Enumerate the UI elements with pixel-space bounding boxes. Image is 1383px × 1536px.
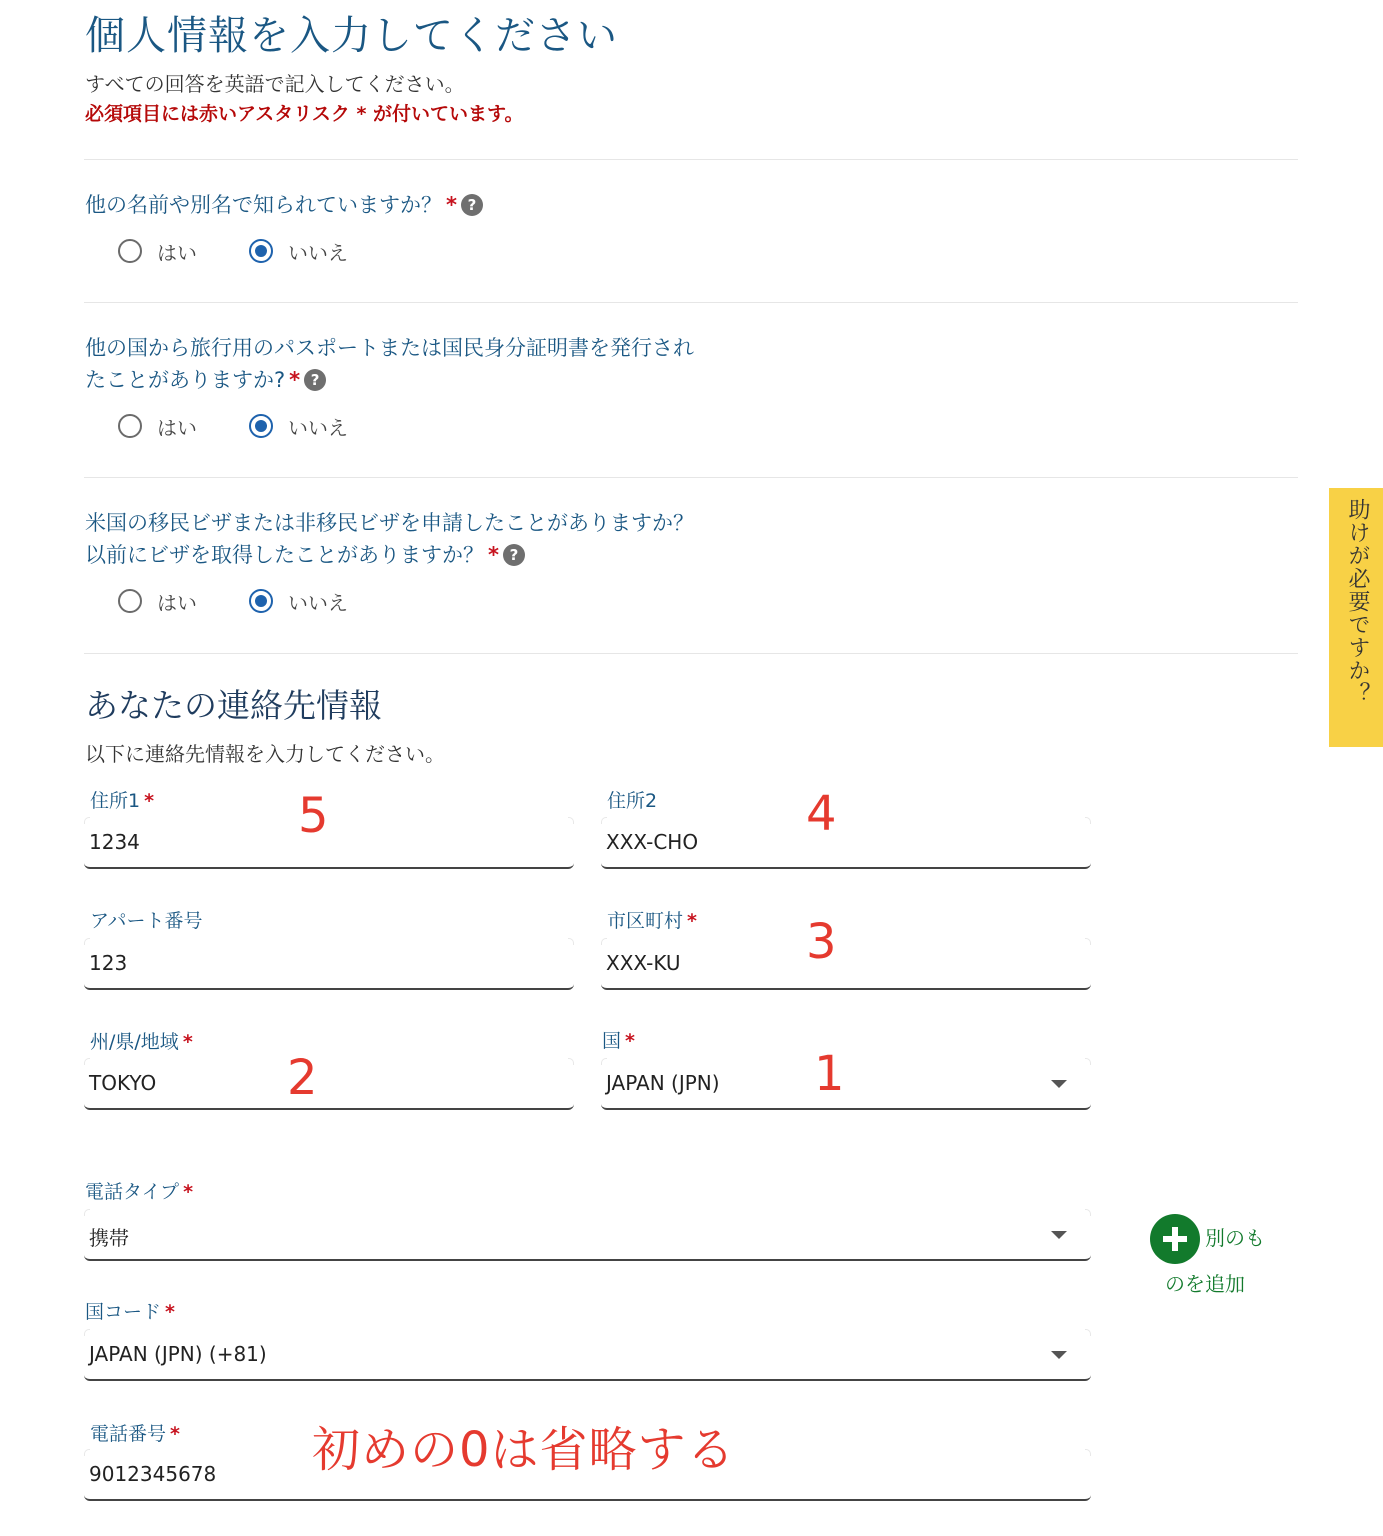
phone-number-value: 9012345678 xyxy=(89,1462,217,1486)
add-another-button[interactable] xyxy=(1150,1214,1290,1304)
plus-circle-icon[interactable] xyxy=(1150,1214,1200,1264)
question-text: 以前にビザを取得したことがありますか？ xyxy=(85,543,484,567)
city-input[interactable] xyxy=(601,938,1091,990)
radio-group-visa-applied xyxy=(118,586,400,616)
apartment-input[interactable] xyxy=(84,938,574,990)
field-label-text: 住所2 xyxy=(607,790,658,812)
question-text: 他の名前や別名で知られていますか？ xyxy=(85,193,442,217)
radio-group-other-passport xyxy=(118,411,400,441)
state-input[interactable] xyxy=(84,1058,574,1110)
question-other-names xyxy=(85,189,483,221)
radio-button-no[interactable] xyxy=(249,589,273,613)
radio-button-no[interactable] xyxy=(249,239,273,263)
annotation-number-2: 2 xyxy=(287,1050,318,1106)
add-another-label-line2[interactable]: のを追加 xyxy=(1165,1272,1245,1296)
field-label-text: 電話タイプ xyxy=(85,1181,180,1203)
contact-section-subtitle: 以下に連絡先情報を入力してください。 xyxy=(85,742,445,766)
annotation-number-5: 5 xyxy=(298,788,329,844)
required-field-note: 必須項目には赤いアスタリスク * が付いています。 xyxy=(85,103,524,125)
question-text: たことがありますか? xyxy=(85,368,286,392)
help-tab-label[interactable]: 助けが必要ですか？ xyxy=(1345,498,1370,705)
radio-no-option[interactable] xyxy=(249,412,348,441)
apartment-value: 123 xyxy=(89,951,128,975)
field-label-text: 電話番号 xyxy=(90,1423,167,1445)
help-icon[interactable]: ? xyxy=(304,369,326,391)
field-label-text: 国 xyxy=(602,1030,622,1052)
radio-yes-option[interactable] xyxy=(118,237,197,266)
caret-down-icon xyxy=(1051,1080,1067,1088)
city-value: XXX-KU xyxy=(606,951,681,975)
country-code-value: JAPAN (JPN) (+81) xyxy=(89,1342,267,1366)
divider xyxy=(84,159,1298,160)
country-code-select[interactable] xyxy=(84,1329,1091,1381)
radio-group-other-names xyxy=(118,236,400,266)
state-value: TOKYO xyxy=(89,1071,157,1095)
question-other-passport-line1: 他の国から旅行用のパスポートまたは国民身分証明書を発行され xyxy=(85,336,694,360)
field-label-text: 国コード xyxy=(85,1301,162,1323)
radio-label-no: いいえ xyxy=(288,240,348,265)
annotation-number-3: 3 xyxy=(806,914,837,970)
radio-button-yes[interactable] xyxy=(118,589,142,613)
annotation-number-1: 1 xyxy=(814,1046,845,1102)
country-value: JAPAN (JPN) xyxy=(606,1071,720,1095)
caret-down-icon xyxy=(1051,1231,1067,1239)
field-label-text: 住所1 xyxy=(90,790,141,812)
contact-section-title: あなたの連絡先情報 xyxy=(85,686,382,725)
radio-label-yes: はい xyxy=(157,415,197,440)
required-asterisk: * xyxy=(170,1423,180,1445)
required-asterisk: * xyxy=(488,543,499,567)
radio-no-option[interactable] xyxy=(249,237,348,266)
radio-button-yes[interactable] xyxy=(118,414,142,438)
required-asterisk: * xyxy=(165,1301,175,1323)
required-asterisk: * xyxy=(182,1031,193,1053)
annotation-number-4: 4 xyxy=(806,786,837,842)
address1-input[interactable] xyxy=(84,817,574,869)
radio-label-yes: はい xyxy=(157,590,197,615)
country-select[interactable] xyxy=(601,1058,1091,1110)
question-other-passport-line2 xyxy=(85,364,326,396)
question-visa-applied-line1: 米国の移民ビザまたは非移民ビザを申請したことがありますか？ xyxy=(85,511,694,535)
required-asterisk: * xyxy=(446,193,457,217)
required-asterisk: * xyxy=(687,910,697,932)
required-asterisk: * xyxy=(183,1181,193,1203)
field-label-text: アパート番号 xyxy=(90,910,203,932)
city-label xyxy=(607,906,697,933)
caret-down-icon xyxy=(1051,1351,1067,1359)
country-code-label xyxy=(85,1297,175,1324)
field-label-text: 州/県/地域 xyxy=(90,1031,179,1053)
divider xyxy=(84,302,1298,303)
country-label xyxy=(602,1026,635,1053)
phone-type-select[interactable] xyxy=(84,1209,1091,1261)
phone-number-label xyxy=(90,1419,180,1446)
phone-type-value: 携帯 xyxy=(89,1226,129,1250)
radio-yes-option[interactable] xyxy=(118,412,197,441)
radio-yes-option[interactable] xyxy=(118,587,197,616)
required-asterisk: * xyxy=(144,790,155,812)
radio-label-yes: はい xyxy=(157,240,197,265)
help-icon[interactable]: ? xyxy=(461,194,483,216)
apartment-label xyxy=(90,906,202,933)
annotation-phone-note: 初めの0は省略する xyxy=(312,1422,736,1478)
phone-type-label xyxy=(85,1177,193,1204)
add-another-label-line1[interactable]: 別のも xyxy=(1205,1226,1265,1250)
required-asterisk: * xyxy=(289,368,301,392)
help-icon[interactable]: ? xyxy=(503,544,525,566)
radio-label-no: いいえ xyxy=(288,590,348,615)
address2-value: XXX-CHO xyxy=(606,830,699,854)
radio-button-yes[interactable] xyxy=(118,239,142,263)
help-side-tab[interactable] xyxy=(1329,488,1383,747)
radio-label-no: いいえ xyxy=(288,415,348,440)
address1-value: 1234 xyxy=(89,830,140,854)
address2-label xyxy=(607,786,657,813)
required-asterisk: * xyxy=(625,1030,635,1052)
radio-no-option[interactable] xyxy=(249,587,348,616)
question-visa-applied-line2 xyxy=(85,539,525,571)
instructions-text: すべての回答を英語で記入してください。 xyxy=(85,72,465,96)
address2-input[interactable] xyxy=(601,817,1091,869)
address1-label xyxy=(90,786,154,813)
state-label xyxy=(90,1027,193,1054)
radio-button-no[interactable] xyxy=(249,414,273,438)
divider xyxy=(84,477,1298,478)
divider xyxy=(84,653,1298,654)
field-label-text: 市区町村 xyxy=(607,910,684,932)
page-title: 個人情報を入力してください xyxy=(85,13,618,59)
